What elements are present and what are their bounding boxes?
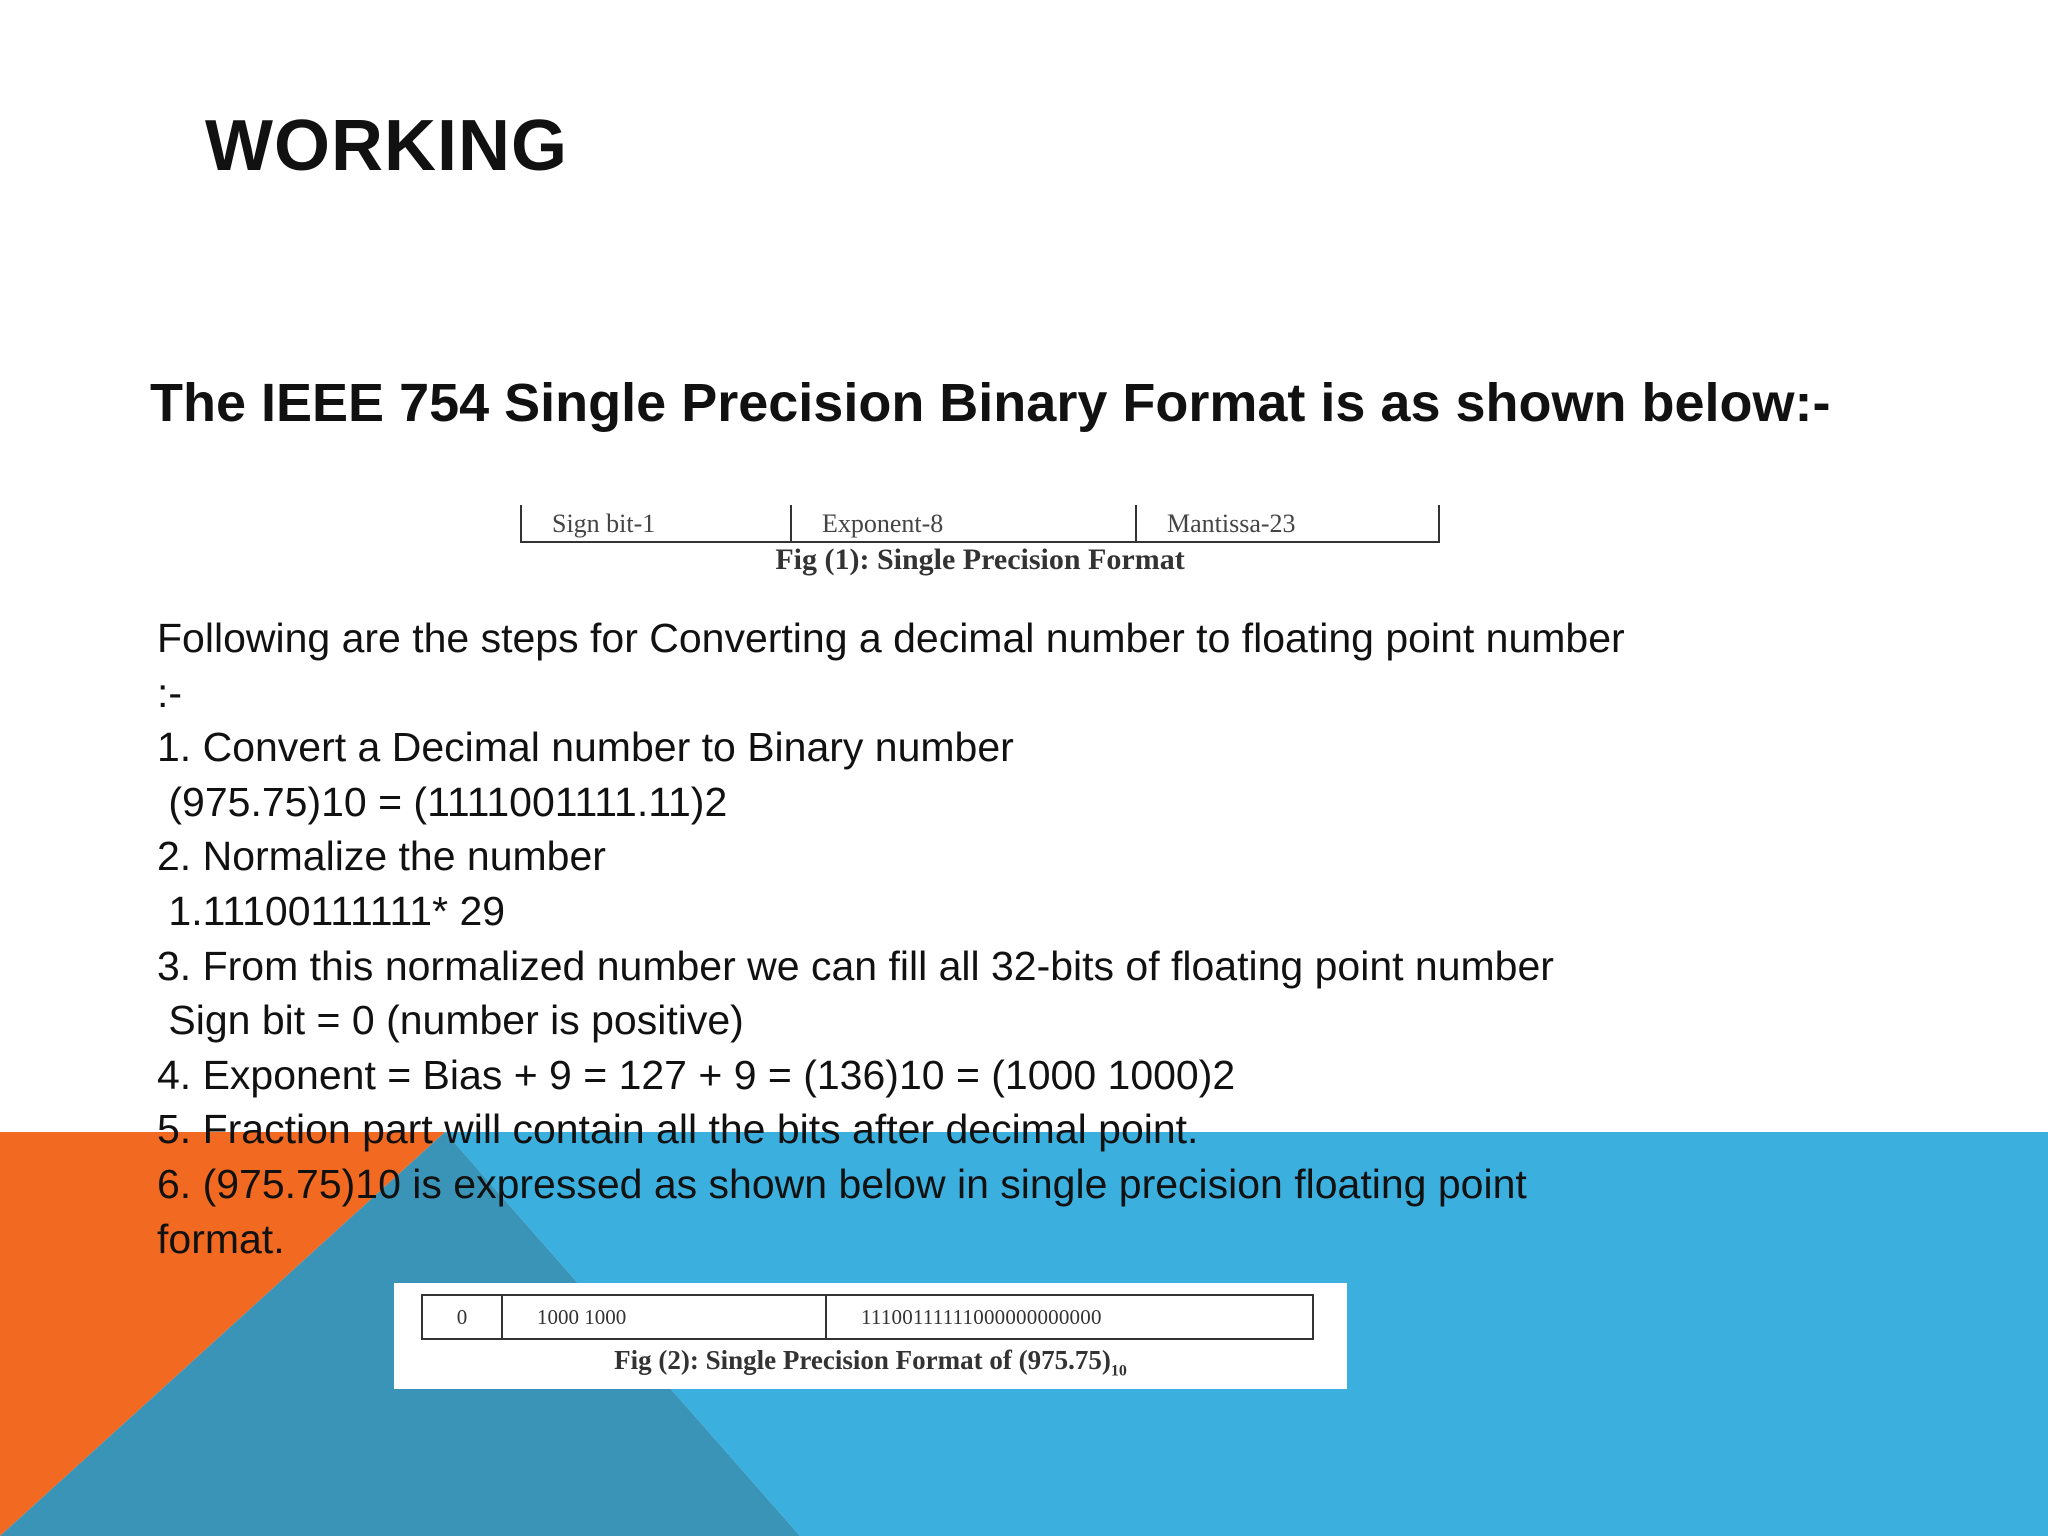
step-5: 5. Fraction part will contain all the bits after decimal point. [157, 1106, 1199, 1153]
step-6-continued: format. [157, 1215, 285, 1262]
step-6: 6. (975.75)10 is expressed as shown below in single precision floating point [157, 1160, 1527, 1207]
step-1: 1. Convert a Decimal number to Binary number [157, 724, 1014, 771]
step-3-detail: Sign bit = 0 (number is positive) [157, 997, 744, 1044]
mantissa-value-cell: 11100111111000000000000 [861, 1305, 1102, 1329]
step-3: 3. From this normalized number we can fill all 32-bits of floating point number [157, 942, 1554, 989]
step-4: 4. Exponent = Bias + 9 = 127 + 9 = (136)10 = (1000 1000)2 [157, 1051, 1236, 1098]
figure-2-caption-subscript: 10 [1110, 1362, 1127, 1380]
figure-1-caption: Fig (1): Single Precision Format [775, 543, 1185, 576]
conversion-steps [157, 611, 2007, 1266]
exponent-cell: Exponent-8 [790, 505, 1135, 541]
figure-2-caption [394, 1345, 1347, 1380]
step-2-detail: 1.11100111111* 29 [157, 887, 506, 934]
mantissa-cell: Mantissa-23 [1135, 505, 1440, 541]
figure-975-75-format [394, 1283, 1347, 1389]
slide-title: WORKING [205, 106, 568, 186]
figure-single-precision-format [520, 505, 1440, 587]
step-1-detail: (975.75)10 = (1111001111.11)2 [157, 778, 728, 825]
steps-intro-suffix: :- [157, 669, 183, 716]
steps-intro: Following are the steps for Converting a decimal number to floating point number [157, 615, 1625, 661]
format-diagram-row [520, 505, 1440, 543]
slide-subtitle: The IEEE 754 Single Precision Binary Format is as shown below:- [150, 373, 1831, 433]
binary-fields-row [421, 1294, 1314, 1340]
sign-value-cell: 0 [423, 1296, 503, 1338]
exponent-value-cell: 1000 1000 [503, 1296, 827, 1338]
step-2: 2. Normalize the number [157, 833, 606, 880]
sign-bit-cell: Sign bit-1 [520, 505, 790, 541]
figure-2-caption-text: Fig (2): Single Precision Format of (975.75) [614, 1345, 1111, 1375]
